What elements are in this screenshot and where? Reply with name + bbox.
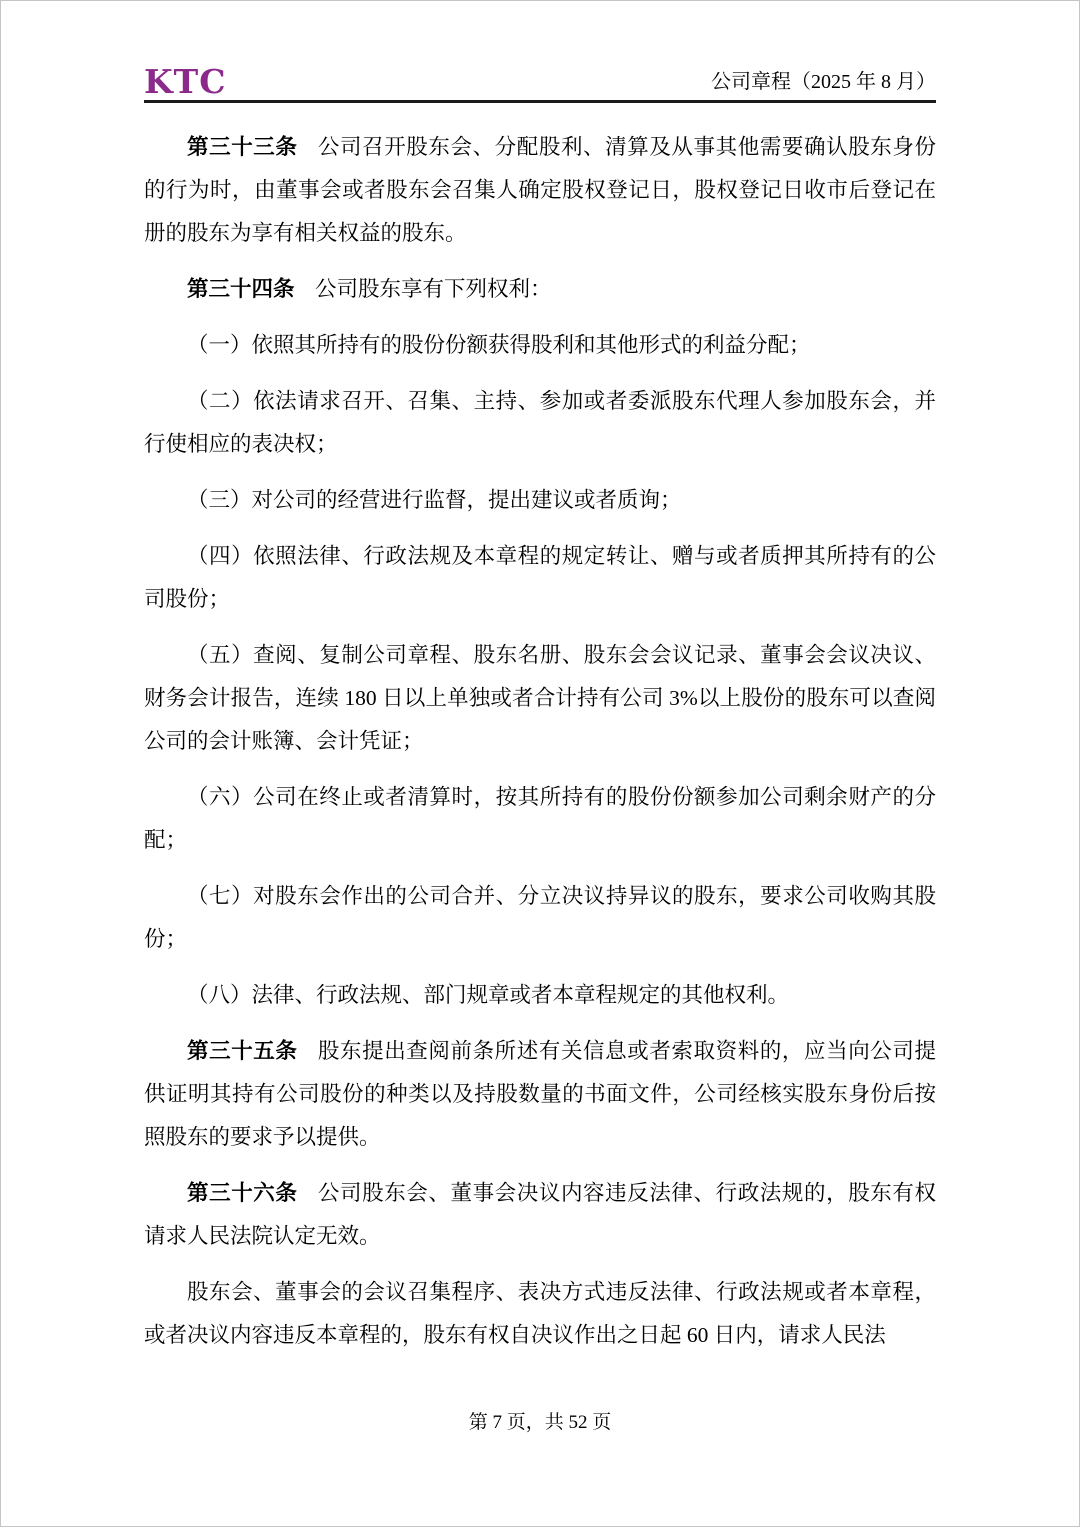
- article-paragraph: 第三十五条 股东提出查阅前条所述有关信息或者索取资料的，应当向公司提供证明其持有公司股份的种类以及持股数量的书面文件，公司经核实股东身份后按照股东的要求予以提供。: [144, 1039, 936, 1149]
- article-number: 第三十三条: [187, 135, 298, 159]
- body-paragraph: （五）查阅、复制公司章程、股东名册、股东会会议记录、董事会会议决议、财务会计报告，连续 180 日以上单独或者合计持有公司 3%以上股份的股东可以查阅公司的会计账簿、会计凭证；: [144, 643, 936, 753]
- article-paragraph: 第三十四条 公司股东享有下列权利：: [187, 277, 552, 301]
- ktc-logo: KTC: [144, 62, 227, 101]
- article-paragraph: 第三十六条 公司股东会、董事会决议内容违反法律、行政法规的，股东有权请求人民法院认定无效。: [144, 1181, 936, 1248]
- body-paragraph: （六）公司在终止或者清算时，按其所持有的股份份额参加公司剩余财产的分配；: [144, 785, 936, 852]
- body-paragraph: （三）对公司的经营进行监督，提出建议或者质询；: [187, 488, 682, 512]
- article-number: 第三十五条: [187, 1039, 298, 1063]
- article-number: 第三十四条: [187, 277, 295, 301]
- page-footer: [1, 1407, 1079, 1434]
- article-paragraph: 第三十三条 公司召开股东会、分配股利、清算及从事其他需要确认股东身份的行为时，由董事会或者股东会召集人确定股权登记日，股权登记日收市后登记在册的股东为享有相关权益的股东。: [144, 135, 936, 245]
- page-number-label: 第 7 页，共 52 页: [468, 1412, 612, 1433]
- page-header: [144, 1, 936, 103]
- body-paragraph: （四）依照法律、行政法规及本章程的规定转让、赠与或者质押其所持有的公司股份；: [144, 544, 936, 611]
- body-paragraph: （一）依照其所持有的股份份额获得股利和其他形式的利益分配；: [187, 333, 811, 357]
- body-paragraph: （七）对股东会作出的公司合并、分立决议持异议的股东，要求公司收购其股份；: [144, 884, 936, 951]
- document-body: [144, 103, 936, 1357]
- body-paragraph: 股东会、董事会的会议召集程序、表决方式违反法律、行政法规或者本章程，或者决议内容违反本章程的，股东有权自决议作出之日起 60 日内，请求人民法: [144, 1280, 936, 1347]
- body-paragraph: （八）法律、行政法规、部门规章或者本章程规定的其他权利。: [187, 983, 790, 1007]
- header-doc-title: 公司章程（2025 年 8 月）: [711, 71, 936, 93]
- article-number: 第三十六条: [187, 1181, 298, 1205]
- body-paragraph: （二）依法请求召开、召集、主持、参加或者委派股东代理人参加股东会，并行使相应的表决权；: [144, 389, 936, 456]
